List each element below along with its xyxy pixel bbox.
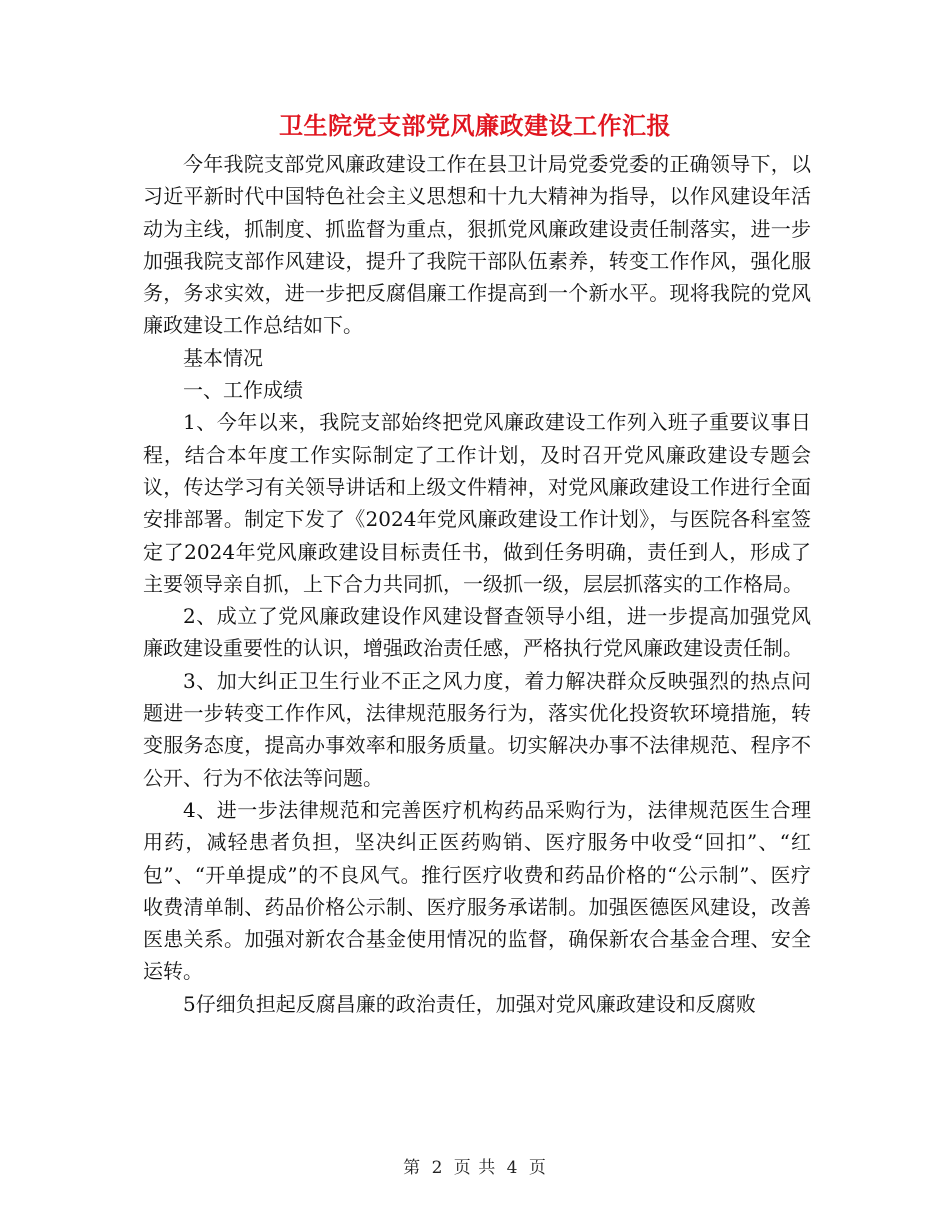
item-paragraph-1: 1、今年以来，我院支部始终把党风廉政建设工作列入班子重要议事日程，结合本年度工作实际制定了工作计划，及时召开党风廉政建设专题会议，传达学习有关领导讲话和上级文件精神，对党风廉政建设工作进行全面安排部署。制定下发了《2024年党风廉政建设工作计划》，与医院各科室签定了2024年党风廉政建设目标责任书，做到任务明确，责任到人，形成了主要领导亲自抓，上下合力共同抓，一级抓一级，层层抓落实的工作格局。 xyxy=(143,410,811,596)
item-paragraph-3: 3、加大纠正卫生行业不正之风力度，着力解决群众反映强烈的热点问题进一步转变工作作风，法律规范服务行为，落实优化投资软环境措施，转变服务态度，提高办事效率和服务质量。切实解决办事不法律规范、程序不公开、行为不依法等问题。 xyxy=(143,668,811,790)
document-title: 卫生院党支部党风廉政建设工作汇报 xyxy=(279,111,671,140)
section-heading-achievements: 一、工作成绩 xyxy=(183,378,303,403)
item-paragraph-2: 2、成立了党风廉政建设作风建设督查领导小组，进一步提高加强党风廉政建设重要性的认识，增强政治责任感，严格执行党风廉政建设责任制。 xyxy=(143,604,811,661)
intro-paragraph: 今年我院支部党风廉政建设工作在县卫计局党委党委的正确领导下，以习近平新时代中国特色社会主义思想和十九大精神为指导，以作风建设年活动为主线，抓制度、抓监督为重点，狠抓党风廉政建设责任制落实，进一步加强我院支部作风建设，提升了我院干部队伍素养，转变工作作风，强化服务，务求实效，进一步把反腐倡廉工作提高到一个新水平。现将我院的党风廉政建设工作总结如下。 xyxy=(143,152,811,338)
item-paragraph-5: 5仔细负担起反腐昌廉的政治责任，加强对党风廉政建设和反腐败 xyxy=(183,991,756,1016)
page-footer xyxy=(0,1153,950,1178)
footer-total-pages: 4 xyxy=(506,1158,519,1178)
footer-suffix: 页 xyxy=(528,1158,547,1178)
footer-prefix: 第 xyxy=(403,1158,422,1178)
document-body xyxy=(143,148,811,1020)
footer-page-number: 2 xyxy=(431,1158,444,1178)
footer-middle: 页 共 xyxy=(453,1158,497,1178)
section-heading-basic: 基本情况 xyxy=(183,345,263,370)
item-paragraph-4: 4、进一步法律规范和完善医疗机构药品采购行为，法律规范医生合理用药，减轻患者负担，坚决纠正医药购销、医疗服务中收受“回扣”、“红包”、“开单提成”的不良风气。推行医疗收费和药品价格的“公示制”、医疗收费清单制、药品价格公示制、医疗服务承诺制。加强医德医风建设，改善医患关系。加强对新农合基金使用情况的监督，确保新农合基金合理、安全运转。 xyxy=(143,797,811,984)
